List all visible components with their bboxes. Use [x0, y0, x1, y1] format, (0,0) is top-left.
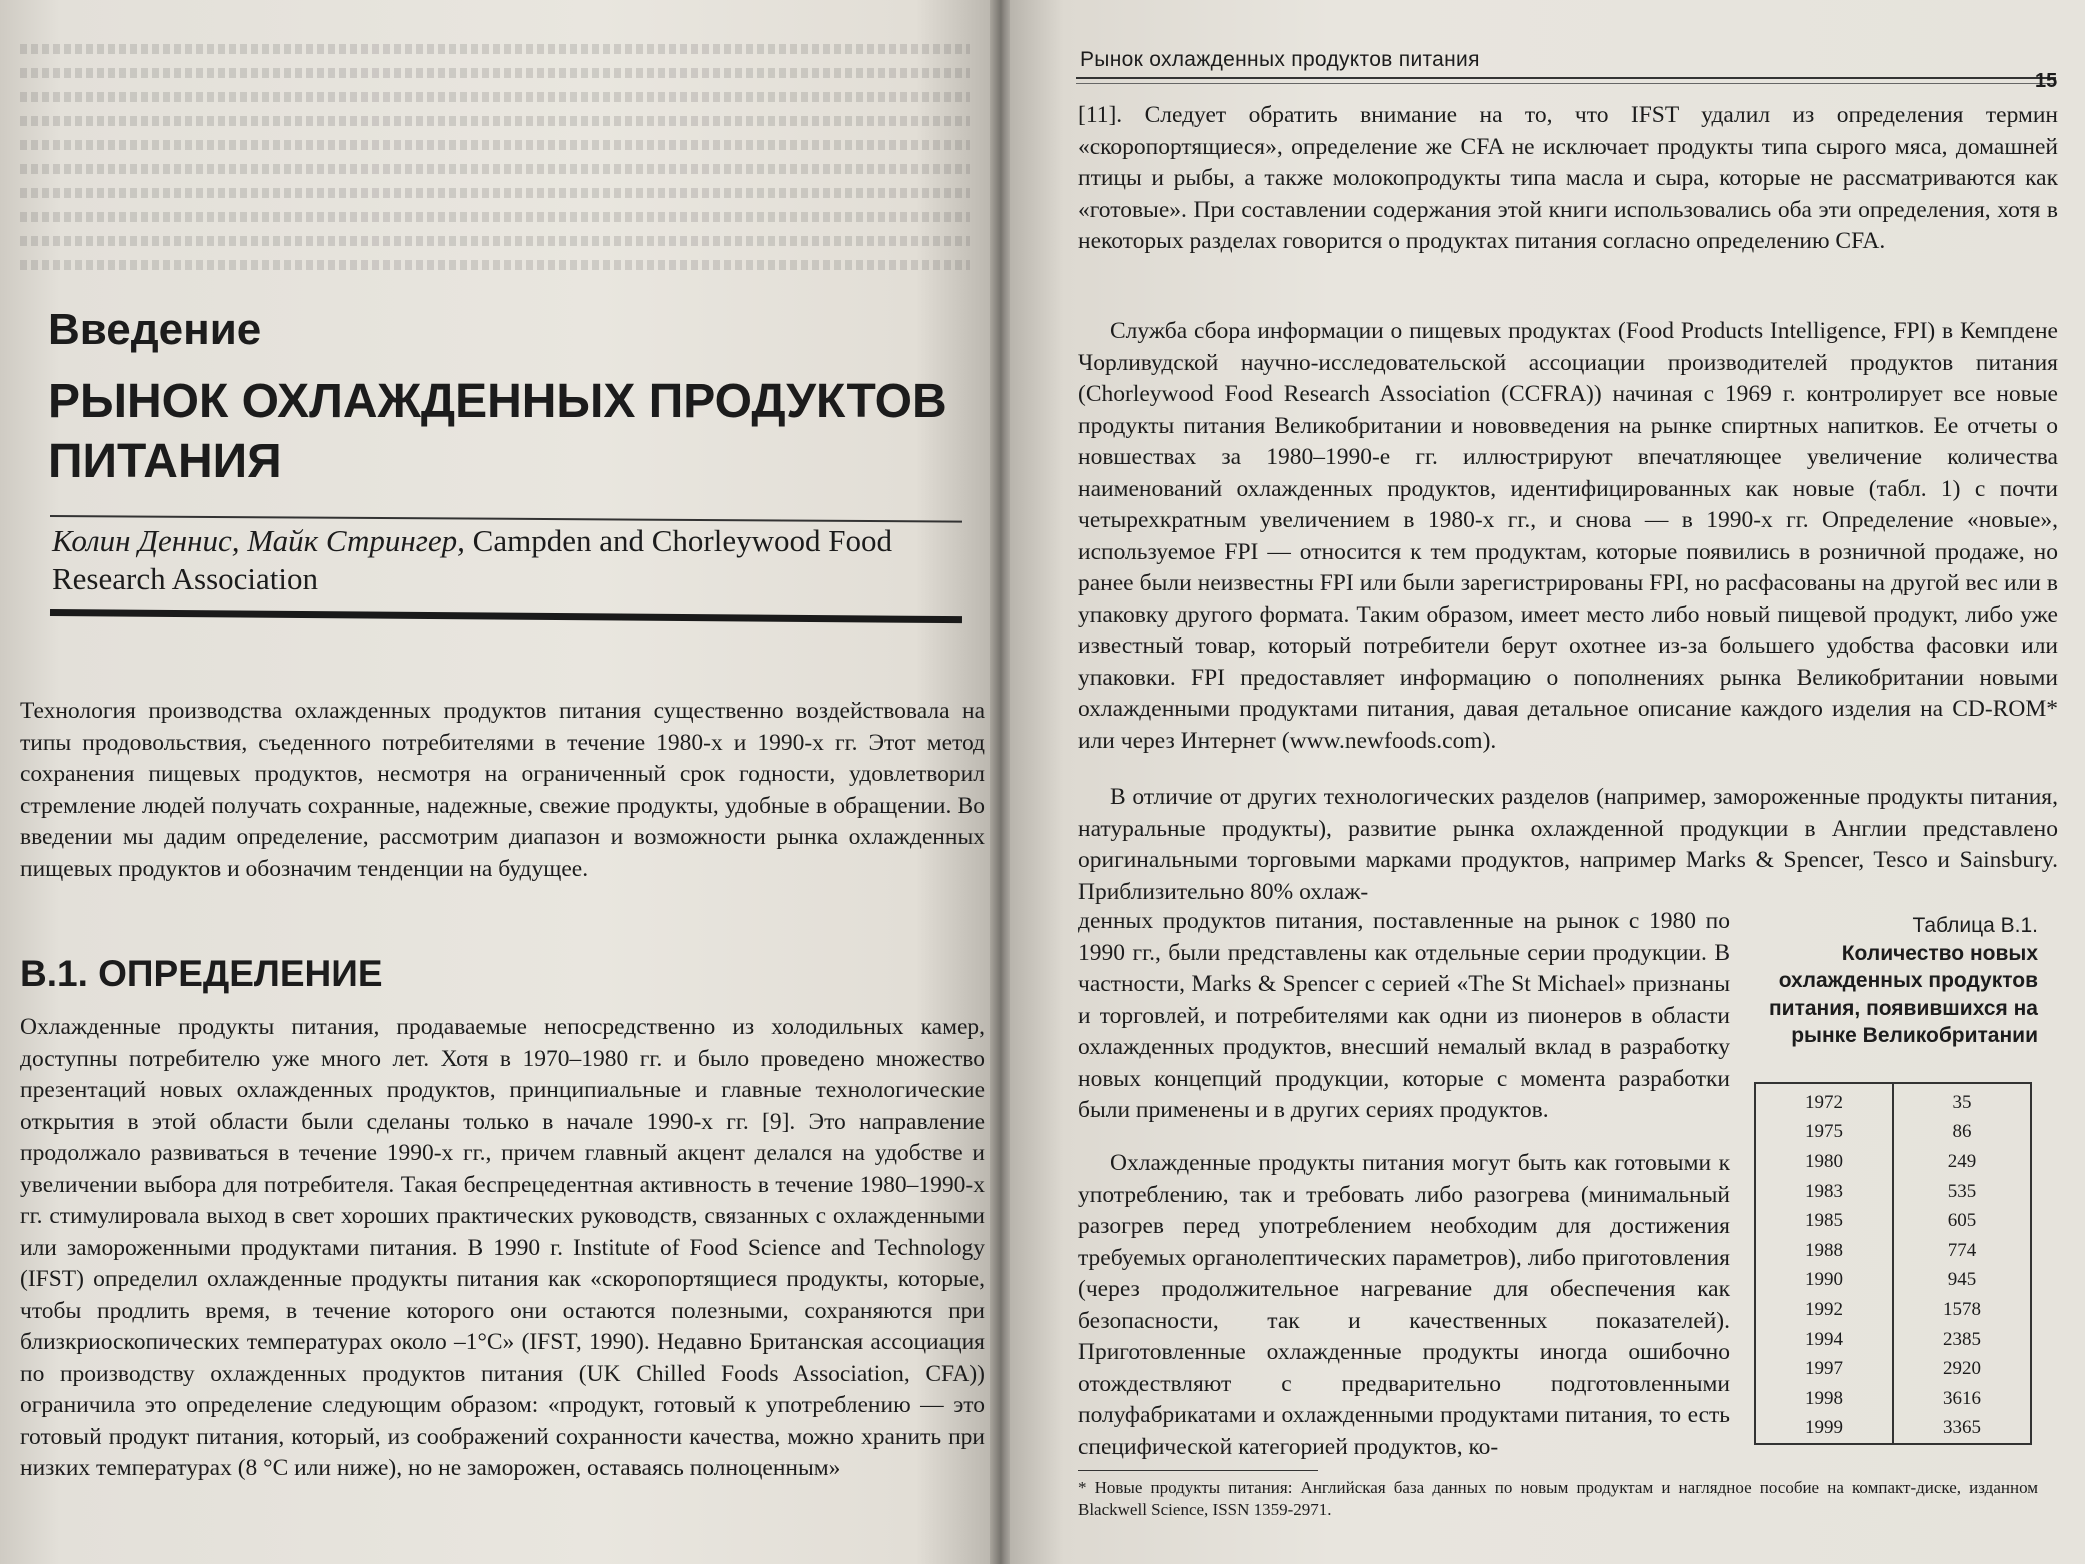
left-page — [0, 0, 995, 1564]
table-year-cell: 1990 — [1755, 1266, 1893, 1296]
table-count-cell: 249 — [1947, 1150, 1977, 1172]
table-year-cell: 1983 — [1755, 1177, 1893, 1207]
table-row — [1755, 1206, 2031, 1236]
table-count-cell: 774 — [1947, 1239, 1977, 1261]
table-row — [1755, 1236, 2031, 1266]
market-paragraph: В отличие от других технологических разделов (например, замороженные продукты питания, натуральные продукты), развитие рынка охлажденной продукции в Англии представлено оригинальными торговыми марками продуктов, например Marks & Spencer, Tesco и Sainsbury. Приблизительно 80% охлаж- — [1078, 784, 2058, 905]
table-row — [1755, 1266, 2031, 1296]
table-year-cell: 1975 — [1755, 1118, 1893, 1148]
market-paragraph-continued: денных продуктов питания, поставленные на рынок с 1980 по 1990 гг., были представлены как отдельные серии продукции. В частности, Marks & Spencer с серией «The St Michael» признаны и торговлей, и потребителями как одни из пионеров в области охлажденных продуктов, внесший немалый вклад в разработку новых концепций продукции, которые с момента разработки были применены и в других сериях продуктов. — [1078, 908, 1730, 1123]
table-year-cell: 1994 — [1755, 1325, 1893, 1355]
authors-rule — [50, 609, 962, 623]
ready-foods-paragraph: Охлажденные продукты питания могут быть как готовыми к употреблению, так и требовать либо разогрева (минимальный разогрев перед употреблением необходим для достижения требуемых органолептических параметров), либо приготовления (через продолжительное нагревание для обеспечения как безопасности, так и качественных показателей). Приготовленные охлажденные продукты иногда ошибочно отождествляют с предварительно подготовленными полуфабрикатами и охлажденными продуктами питания, то есть специфической категорией продуктов, ко- — [1078, 1150, 1730, 1460]
page-number: 15 — [2035, 70, 2058, 92]
intro-paragraph: Технология производства охлажденных продуктов питания существенно воздействовала на типы продовольствия, съеденного потребителями в течение 1980-х и 1990-х гг. Этот метод сохранения пищевых продуктов, несмотря на ограниченный срок годности, удовлетворил стремление людей получать сохранные, надежные, свежие продукты, удобные в обращении. Во введении мы дадим определение, рассмотрим диапазон и возможности рынка охлажденных пищевых продуктов и обозначим тенденции на будущее. — [20, 698, 985, 882]
table-count-cell: 2920 — [1943, 1358, 1981, 1380]
table-year-cell: 1997 — [1755, 1354, 1893, 1384]
table-row — [1755, 1414, 2031, 1445]
table-row — [1755, 1118, 2031, 1148]
table-count-cell: 35 — [1952, 1091, 1972, 1113]
table-year-cell: 1999 — [1755, 1414, 1893, 1445]
table-year-cell: 1972 — [1755, 1083, 1893, 1118]
section-heading: В.1. ОПРЕДЕЛЕНИЕ — [20, 953, 383, 994]
definition-continued-paragraph: [11]. Следует обратить внимание на то, что IFST удалил из определения термин «скоропортящиеся», определение же CFA не исключает продукты типа сырого мяса, домашней птицы и рыбы, а также молокопродукты типа масла и сыра, которые не рассматриваются как «готовые». При составлении содержания этой книги использовались оба эти определения, хотя в некоторых разделах говорится о продуктах питания согласно определению CFA. — [1078, 102, 2058, 254]
table-count-cell: 86 — [1952, 1121, 1972, 1143]
table-year-cell: 1998 — [1755, 1384, 1893, 1414]
author-organization: Campden and Chorleywood Food Research Association — [52, 523, 892, 596]
author-names: Колин Деннис, Майк Стрингер, — [52, 523, 465, 558]
table-year-cell: 1992 — [1755, 1295, 1893, 1325]
header-rule-secondary — [1076, 83, 2056, 84]
chapter-title: РЫНОК ОХЛАЖДЕННЫХ ПРОДУКТОВ ПИТАНИЯ — [48, 375, 947, 488]
fpi-paragraph: Служба сбора информации о пищевых продуктах (Food Products Intelligence, FPI) в Кемпдене Чорливудской научно-исследовательской ассоциации производителей продуктов питания (Chorleywood Food Research Association (CCFRA)) начиная с 1969 г. контролирует все новые продукты питания Великобритании и нововведения на рынке спиртных напитков. Ее отчеты о новшествах за 1980–1990-е гг. иллюстрируют впечатляющее увеличение количества наименований охлажденных продуктов, идентифицированных как новые (табл. 1) с почти четырехкратным увеличением в 1980-х гг., и снова — в 1990-х гг. Определение «новые», используемое FPI — относится к тем продуктам, которые появились в розничной продаже, но ранее были неизвестны FPI или были зарегистрированы FPI, но расфасованы на другой вес или в упаковку другого формата. Таким образом, имеет место либо новый пищевой продукт, либо уже известный товар, который потребители берут охотнее из-за большего удобства фасовки или упаковки. FPI предоставляет информацию о пополнениях рынка Великобритании новыми охлажденными продуктами питания, давая детальное описание каждого изделия на CD-ROM* или через Интернет (www.newfoods.com). — [1078, 318, 2058, 754]
table-year-cell: 1988 — [1755, 1236, 1893, 1266]
table-year-cell: 1985 — [1755, 1206, 1893, 1236]
table-title: Количество новых охлажденных продуктов питания, появившихся на рынке Великобритании — [1769, 941, 2038, 1047]
new-products-table — [1754, 1082, 2032, 1445]
table-count-cell: 3616 — [1943, 1387, 1981, 1409]
bleed-through-text — [20, 30, 970, 300]
right-page — [1010, 0, 2085, 1564]
table-count-cell: 2385 — [1943, 1328, 1981, 1350]
table-row — [1755, 1083, 2031, 1118]
table-count-cell: 945 — [1947, 1269, 1977, 1291]
header-rule — [1076, 77, 2056, 79]
running-head: Рынок охлажденных продуктов питания — [1080, 48, 1480, 71]
table-row — [1755, 1354, 2031, 1384]
definition-paragraph: Охлажденные продукты питания, продаваемые непосредственно из холодильных камер, доступны потребителю уже много лет. Хотя в 1970–1980 гг. и было проведено множество презентаций новых охлажденных продуктов, принципиальные и главные технологические открытия в этой области были сделаны только в начале 1990-х гг. [9]. Это направление продолжало развиваться в течение 1990-х гг., причем главный акцент делался на удобстве и увеличении выбора для потребителя. Такая беспрецедентная активность в течение 1980–1990-х гг. стимулировала выход в свет хороших практических руководств, связанных с охлажденными или замороженными продуктами питания. В 1990 г. Institute of Food Science and Technology (IFST) определил охлажденные продукты питания как «скоропортящиеся продукты, которые, чтобы продлить время, в течение которого они остаются полезными, сохраняются при близкриоскопических температурах около –1°С» (IFST, 1990). Недавно Британская ассоциация по производству охлажденных продуктов питания (UK Chilled Foods Association, CFA)) ограничила это определение следующим образом: «продукт, готовый к употреблению — это готовый продукт питания, который, из соображений сохранности качества, можно хранить при низких температурах (8 °С или ниже), но не заморожен, оставаясь полноценным» — [20, 1014, 985, 1481]
table-label: Таблица В.1. — [1912, 914, 2038, 937]
table-count-cell: 3365 — [1943, 1417, 1981, 1439]
table-row — [1755, 1384, 2031, 1414]
table-caption — [1738, 912, 2038, 1050]
table-row — [1755, 1147, 2031, 1177]
authors — [52, 522, 952, 598]
table-count-cell: 605 — [1947, 1210, 1977, 1232]
table-count-cell: 535 — [1947, 1180, 1977, 1202]
table-count-cell: 1578 — [1943, 1298, 1981, 1320]
table-year-cell: 1980 — [1755, 1147, 1893, 1177]
table-row — [1755, 1295, 2031, 1325]
intro-label: Введение — [48, 305, 262, 354]
table-row — [1755, 1325, 2031, 1355]
footnote: * Новые продукты питания: Английская база данных по новым продуктам и наглядное пособие на компакт-диске, изданном Blackwell Science, ISSN 1359-2971. — [1078, 1478, 2038, 1519]
footnote-rule — [1078, 1470, 1318, 1471]
table-row — [1755, 1177, 2031, 1207]
table-body — [1755, 1083, 2031, 1444]
